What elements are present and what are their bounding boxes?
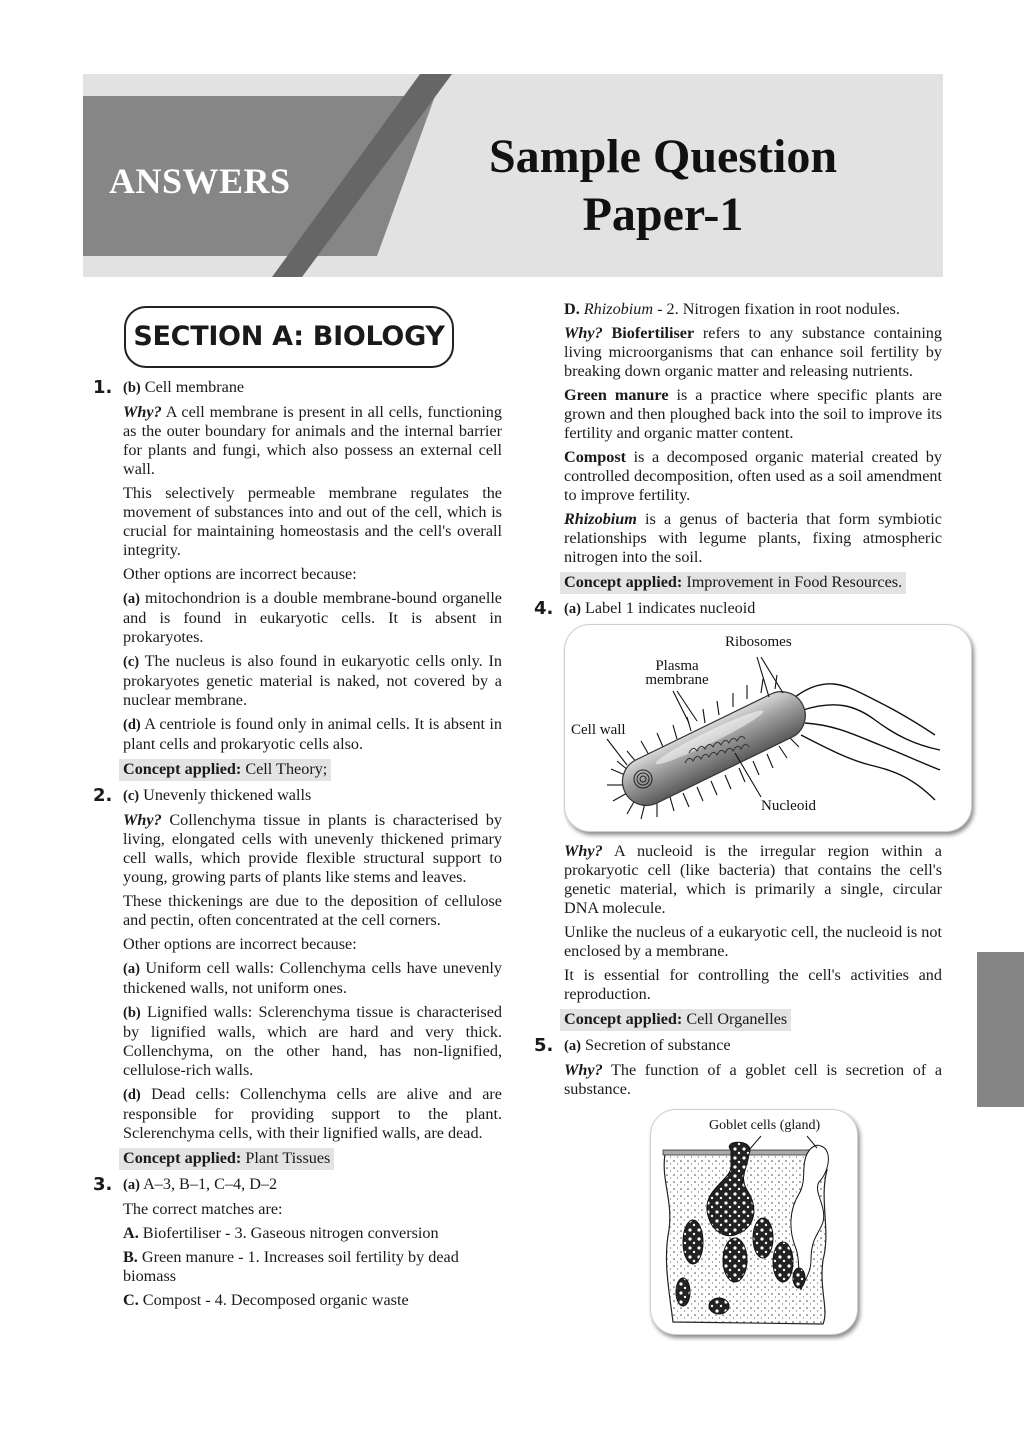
match-key: A. bbox=[123, 1224, 139, 1242]
answer-text: Unevenly thickened walls bbox=[143, 786, 312, 804]
paragraph: The correct matches are: bbox=[123, 1200, 283, 1218]
header-banner bbox=[83, 74, 943, 277]
answer-line bbox=[564, 1036, 942, 1056]
concept-applied bbox=[119, 759, 331, 781]
label-ribosomes: Ribosomes bbox=[725, 634, 792, 650]
why-paragraph bbox=[564, 1061, 942, 1099]
option-text: The nucleus is also found in eukaryotic cells only. In prokaryotes genetic material is naked, not covered by a nuclear membrane. bbox=[123, 652, 502, 709]
explanation-text: is a genus of bacteria that form symbiotic relationships with legume plants, fixing atmospheric nitrogen into the soil. bbox=[564, 510, 942, 566]
concept-applied bbox=[119, 1148, 334, 1170]
page-title bbox=[413, 128, 913, 244]
match-text: Green manure - 1. Increases soil fertility by dead biomass bbox=[123, 1248, 459, 1285]
why-label: Why? bbox=[123, 811, 162, 829]
option-label: (a) bbox=[123, 961, 140, 977]
answer-option: (a) bbox=[564, 601, 581, 617]
term: Biofertiliser bbox=[611, 324, 695, 342]
answer-option: (c) bbox=[123, 788, 140, 804]
goblet-cell-figure bbox=[650, 1109, 858, 1335]
side-thumb-tab bbox=[977, 952, 1024, 1107]
answer-line bbox=[123, 1175, 502, 1195]
left-column bbox=[93, 377, 503, 1315]
title-line-1: Sample Question bbox=[488, 130, 838, 183]
explanation bbox=[564, 510, 942, 567]
answer-option: (a) bbox=[564, 1038, 581, 1054]
explanation-text: is a decomposed organic material created by controlled decomposition, often used as a soil amendment to improve fertility. bbox=[564, 448, 942, 504]
concept-value: Plant Tissues bbox=[245, 1149, 331, 1167]
option-explanation bbox=[123, 652, 502, 710]
match-term: Rhizobium bbox=[583, 300, 654, 318]
term: Green manure bbox=[564, 386, 669, 404]
why-label: Why? bbox=[564, 1061, 603, 1079]
option-explanation bbox=[123, 959, 502, 998]
answer-line bbox=[123, 786, 502, 806]
answer-option: (a) bbox=[123, 1177, 140, 1193]
question-3-continued bbox=[564, 300, 942, 599]
option-explanation bbox=[123, 1003, 502, 1080]
match-text: Compost - 4. Decomposed organic waste bbox=[142, 1291, 409, 1309]
answer-text: Label 1 indicates nucleoid bbox=[584, 599, 756, 617]
match-item bbox=[564, 300, 942, 319]
concept-value: Improvement in Food Resources. bbox=[686, 573, 903, 591]
question-2 bbox=[93, 785, 503, 1175]
option-text: mitochondrion is a double membrane-bound organelle and is found in eukaryotic cells. It is absent in prokaryotes. bbox=[123, 589, 502, 646]
paragraph: It is essential for controlling the cell's activities and reproduction. bbox=[564, 966, 942, 1003]
concept-label: Concept applied: bbox=[123, 1149, 242, 1167]
answer-option: (b) bbox=[123, 380, 141, 396]
option-explanation bbox=[123, 1085, 502, 1143]
why-label: Why? bbox=[564, 842, 603, 860]
question-1 bbox=[93, 377, 503, 786]
option-text: Dead cells: Collenchyma cells are alive and are responsible for providing support to the plant. Sclerenchyma cells, with their lignified walls, are dead. bbox=[123, 1085, 502, 1142]
concept-value: Cell Theory; bbox=[245, 760, 328, 778]
question-number: 4. bbox=[534, 598, 554, 619]
explanation bbox=[564, 448, 942, 505]
label-plasma: Plasma bbox=[655, 658, 699, 674]
goblet-cell-illustration bbox=[651, 1110, 857, 1334]
match-item bbox=[123, 1291, 502, 1310]
label-nucleoid: Nucleoid bbox=[761, 798, 816, 814]
leader-lines bbox=[749, 1136, 817, 1150]
why-label: Why? bbox=[564, 324, 603, 342]
option-label: (d) bbox=[123, 717, 141, 733]
label-goblet-cells: Goblet cells (gland) bbox=[709, 1118, 821, 1133]
concept-label: Concept applied: bbox=[564, 573, 683, 591]
concept-label: Concept applied: bbox=[564, 1010, 683, 1028]
option-explanation bbox=[123, 715, 502, 754]
match-key: B. bbox=[123, 1248, 138, 1266]
right-column bbox=[534, 300, 942, 1345]
paragraph: These thickenings are due to the deposition of cellulose and pectin, often concentrated at the cell corners. bbox=[123, 892, 502, 929]
match-item bbox=[123, 1224, 502, 1243]
explanation bbox=[564, 386, 942, 443]
question-number: 5. bbox=[534, 1035, 554, 1056]
concept-label: Concept applied: bbox=[123, 760, 242, 778]
match-text: - 2. Nitrogen fixation in root nodules. bbox=[653, 300, 900, 318]
flagella bbox=[795, 684, 940, 800]
option-text: Uniform cell walls: Collenchyma cells have unevenly thickened walls, not uniform ones. bbox=[123, 959, 503, 997]
match-key: D. bbox=[564, 300, 580, 318]
why-label: Why? bbox=[123, 403, 162, 421]
answer-line bbox=[564, 599, 942, 619]
match-text: Biofertiliser - 3. Gaseous nitrogen conversion bbox=[142, 1224, 439, 1242]
term: Rhizobium bbox=[564, 510, 637, 528]
question-4 bbox=[534, 598, 942, 1036]
why-text: A cell membrane is present in all cells, functioning as the outer boundary for animals and the internal barrier for plants and fungi, which also possess an external cell wall. bbox=[123, 403, 502, 478]
paragraph: Unlike the nucleus of a eukaryotic cell, the nucleoid is not enclosed by a membrane. bbox=[564, 923, 942, 960]
why-paragraph bbox=[564, 842, 942, 918]
answer-line bbox=[123, 378, 502, 398]
why-text: A nucleoid is the irregular region within a prokaryotic cell (like bacteria) that contains the cell's genetic material, which is primarily a single, circular DNA molecule. bbox=[564, 842, 942, 917]
option-explanation bbox=[123, 589, 502, 647]
label-membrane: membrane bbox=[645, 672, 709, 688]
concept-applied bbox=[560, 572, 906, 594]
answers-label: ANSWERS bbox=[109, 161, 291, 201]
option-text: A centriole is found only in animal cells. It is absent in plant cells and prokaryotic cells also. bbox=[123, 715, 503, 753]
answer-text: Secretion of substance bbox=[584, 1036, 731, 1054]
question-5 bbox=[534, 1035, 942, 1335]
question-number: 1. bbox=[93, 377, 113, 398]
paragraph: Other options are incorrect because: bbox=[123, 935, 357, 953]
paragraph: This selectively permeable membrane regulates the movement of substances into and out of the cell, which is crucial for maintaining homeostasis and the cell's overall integrity. bbox=[123, 484, 502, 559]
title-line-2: Paper-1 bbox=[582, 188, 744, 241]
section-heading: SECTION A: BIOLOGY bbox=[124, 306, 454, 368]
question-number: 3. bbox=[93, 1174, 113, 1195]
option-label: (d) bbox=[123, 1087, 141, 1103]
question-number: 2. bbox=[93, 785, 113, 806]
paragraph: Other options are incorrect because: bbox=[123, 565, 357, 583]
answer-text: A–3, B–1, C–4, D–2 bbox=[143, 1175, 278, 1193]
match-item bbox=[123, 1248, 502, 1286]
label-cell-wall: Cell wall bbox=[571, 722, 626, 738]
why-text: Collenchyma tissue in plants is characterised by living, elongated cells with unevenly thickened primary cell walls, which provide flexible structural support to young, growing parts of plants like stems and leaves. bbox=[123, 811, 502, 886]
concept-applied bbox=[560, 1009, 791, 1031]
why-paragraph bbox=[123, 403, 502, 479]
answer-text: Cell membrane bbox=[144, 378, 245, 396]
explanation-text: is a practice where specific plants are grown and then ploughed back into the soil to improve its fertility and organic matter content. bbox=[564, 386, 942, 442]
explanation-text: refers to any substance containing living microorganisms that can enhance soil fertility by breaking down organic matter and releasing nutrients. bbox=[564, 324, 942, 380]
option-label: (a) bbox=[123, 591, 140, 607]
why-text: The function of a goblet cell is secretion of a substance. bbox=[564, 1061, 942, 1098]
term: Compost bbox=[564, 448, 627, 466]
option-label: (b) bbox=[123, 1005, 141, 1021]
bacterium-body bbox=[614, 684, 813, 814]
option-label: (c) bbox=[123, 654, 140, 670]
question-3 bbox=[93, 1174, 502, 1310]
bacterium-figure bbox=[564, 624, 972, 832]
match-key: C. bbox=[123, 1291, 139, 1309]
why-paragraph bbox=[564, 324, 942, 381]
concept-value: Cell Organelles bbox=[686, 1010, 788, 1028]
option-text: Lignified walls: Sclerenchyma tissue is characterised by lignified walls, which are hard and very thick. Collenchyma, on the other hand, has non-lignified, cellulose-rich walls. bbox=[123, 1003, 503, 1079]
why-paragraph bbox=[123, 811, 502, 887]
